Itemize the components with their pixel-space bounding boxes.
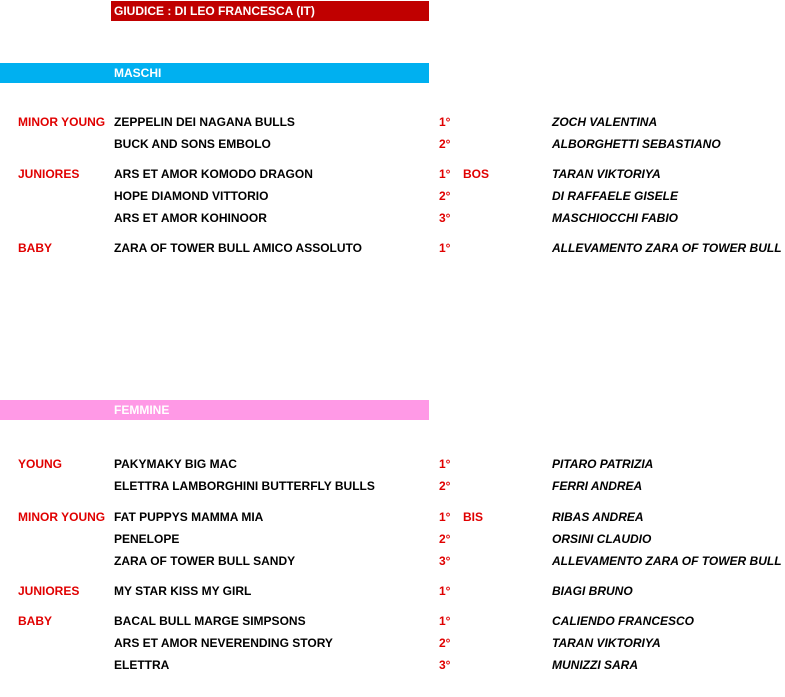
dog-name: ZARA OF TOWER BULL AMICO ASSOLUTO bbox=[114, 241, 362, 255]
owner-name: CALIENDO FRANCESCO bbox=[552, 614, 695, 628]
result-row bbox=[0, 186, 785, 206]
result-row bbox=[0, 507, 785, 527]
dog-name: ARS ET AMOR NEVERENDING STORY bbox=[114, 636, 333, 650]
maschi-title: MASCHI bbox=[114, 66, 162, 80]
placement: 3° bbox=[439, 211, 451, 225]
placement: 2° bbox=[439, 532, 451, 546]
placement: 1° bbox=[439, 614, 451, 628]
owner-name: MUNIZZI SARA bbox=[552, 658, 638, 672]
dog-name: FAT PUPPYS MAMMA MIA bbox=[114, 510, 264, 524]
result-row bbox=[0, 581, 785, 601]
owner-name: ALLEVAMENTO ZARA OF TOWER BULL bbox=[552, 554, 782, 568]
dog-name: ARS ET AMOR KOHINOOR bbox=[114, 211, 267, 225]
owner-name: ORSINI CLAUDIO bbox=[552, 532, 652, 546]
placement: 2° bbox=[439, 636, 451, 650]
result-row bbox=[0, 611, 785, 631]
dog-name: ZEPPELIN DEI NAGANA BULLS bbox=[114, 115, 295, 129]
femmine-title: FEMMINE bbox=[114, 403, 170, 417]
result-row bbox=[0, 208, 785, 228]
dog-name: BUCK AND SONS EMBOLO bbox=[114, 137, 271, 151]
dog-name: PENELOPE bbox=[114, 532, 180, 546]
result-row bbox=[0, 551, 785, 571]
award-badge: BIS bbox=[463, 510, 484, 524]
dog-name: HOPE DIAMOND VITTORIO bbox=[114, 189, 269, 203]
judge-name: GIUDICE : DI LEO FRANCESCA (IT) bbox=[114, 4, 315, 18]
owner-name: ALLEVAMENTO ZARA OF TOWER BULL bbox=[552, 241, 782, 255]
judge-header bbox=[111, 1, 429, 21]
owner-name: ALBORGHETTI SEBASTIANO bbox=[552, 137, 721, 151]
class-label: JUNIORES bbox=[18, 167, 80, 181]
placement: 2° bbox=[439, 137, 451, 151]
result-row bbox=[0, 134, 785, 154]
placement: 1° bbox=[439, 241, 451, 255]
owner-name: DI RAFFAELE GISELE bbox=[552, 189, 679, 203]
result-row bbox=[0, 112, 785, 132]
class-label: JUNIORES bbox=[18, 584, 80, 598]
owner-name: FERRI ANDREA bbox=[552, 479, 643, 493]
result-row bbox=[0, 454, 785, 474]
owner-name: BIAGI BRUNO bbox=[552, 584, 633, 598]
result-row bbox=[0, 529, 785, 549]
dog-name: ELETTRA LAMBORGHINI BUTTERFLY BULLS bbox=[114, 479, 375, 493]
owner-name: TARAN VIKTORIYA bbox=[552, 636, 661, 650]
femmine-section-header bbox=[0, 400, 429, 420]
class-label: YOUNG bbox=[18, 457, 63, 471]
result-row bbox=[0, 238, 785, 258]
result-row bbox=[0, 164, 785, 184]
placement: 1° bbox=[439, 167, 451, 181]
class-label: BABY bbox=[18, 614, 53, 628]
result-row bbox=[0, 655, 785, 675]
owner-name: PITARO PATRIZIA bbox=[552, 457, 654, 471]
placement: 1° bbox=[439, 510, 451, 524]
award-badge: BOS bbox=[463, 167, 490, 181]
placement: 2° bbox=[439, 479, 451, 493]
result-row bbox=[0, 476, 785, 496]
dog-name: BACAL BULL MARGE SIMPSONS bbox=[114, 614, 306, 628]
owner-name: TARAN VIKTORIYA bbox=[552, 167, 661, 181]
dog-name: MY STAR KISS MY GIRL bbox=[114, 584, 252, 598]
placement: 1° bbox=[439, 457, 451, 471]
class-label: MINOR YOUNG bbox=[18, 115, 106, 129]
placement: 1° bbox=[439, 115, 451, 129]
dog-name: ARS ET AMOR KOMODO DRAGON bbox=[114, 167, 313, 181]
dog-name: ELETTRA bbox=[114, 658, 170, 672]
placement: 3° bbox=[439, 658, 451, 672]
class-label: BABY bbox=[18, 241, 53, 255]
owner-name: ZOCH VALENTINA bbox=[552, 115, 658, 129]
owner-name: MASCHIOCCHI FABIO bbox=[552, 211, 678, 225]
placement: 2° bbox=[439, 189, 451, 203]
placement: 1° bbox=[439, 584, 451, 598]
dog-name: PAKYMAKY BIG MAC bbox=[114, 457, 237, 471]
result-row bbox=[0, 633, 785, 653]
class-label: MINOR YOUNG bbox=[18, 510, 106, 524]
dog-name: ZARA OF TOWER BULL SANDY bbox=[114, 554, 296, 568]
maschi-section-header bbox=[0, 63, 429, 83]
placement: 3° bbox=[439, 554, 451, 568]
owner-name: RIBAS ANDREA bbox=[552, 510, 644, 524]
